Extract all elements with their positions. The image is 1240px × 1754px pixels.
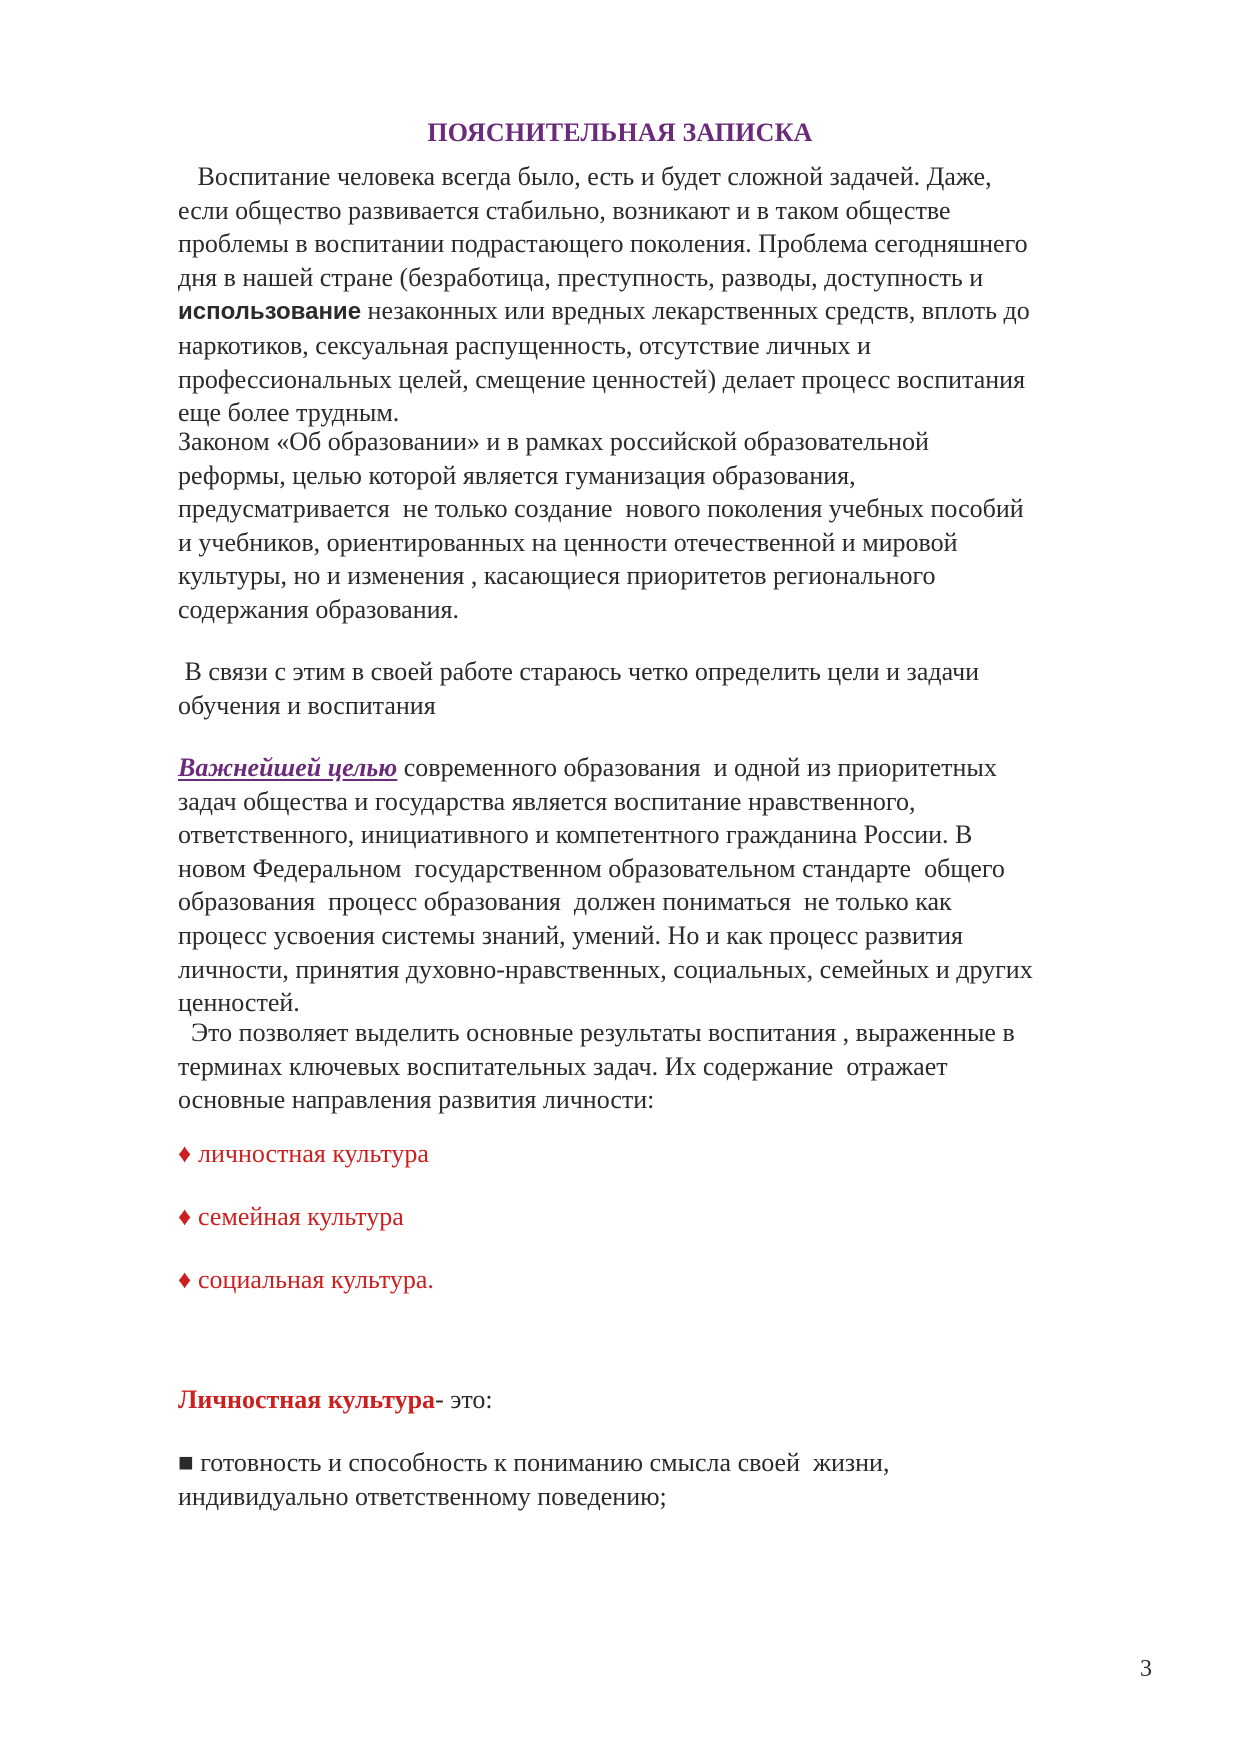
text-line [178, 294, 1178, 329]
paragraph-law [178, 425, 1178, 627]
text-line: и учебников, ориентированных на ценности отечественной и мировой [178, 527, 958, 557]
text-line: индивидуально ответственному поведению; [178, 1481, 667, 1511]
personal-culture-heading [178, 1383, 1178, 1417]
text-fragment: готовность и способность к пониманию смысла своей жизни, [193, 1448, 890, 1477]
text-line: процесс усвоения системы знаний, умений. Но и как процесс развития [178, 920, 963, 950]
heading-label: Личностная культура [178, 1385, 436, 1414]
text-line: Воспитание человека всегда было, есть и будет сложной задачей. Даже, [178, 162, 992, 191]
text-line: содержания образования. [178, 594, 459, 624]
paragraph-results [178, 1016, 1178, 1117]
text-line: предусматривается не только создание нового поколения учебных пособий [178, 494, 1024, 524]
text-line: терминах ключевых воспитательных задач. Их содержание отражает [178, 1051, 948, 1081]
personal-culture-item [178, 1446, 1178, 1513]
direction-label: семейная культура [198, 1202, 404, 1231]
text-line [178, 1446, 1178, 1480]
paragraph-upbringing [178, 160, 1178, 430]
direction-list-item [178, 1200, 1178, 1234]
text-line: Законом «Об образовании» и в рамках российской образовательной [178, 427, 929, 456]
page-number: 3 [1140, 1656, 1152, 1682]
main-goal-label: Важнейшей целью [178, 753, 398, 782]
text-line: культуры, но и изменения , касающиеся приоритетов регионального [178, 561, 936, 591]
text-line: обучения и воспитания [178, 690, 436, 720]
heading-suffix: - это: [435, 1385, 493, 1414]
text-fragment: незаконных или вредных лекарственных средств, вплоть до [361, 296, 1030, 326]
page-title: ПОЯСНИТЕЛЬНАЯ ЗАПИСКА [427, 118, 813, 147]
square-bullet-icon: ■ [178, 1448, 194, 1477]
text-line: Это позволяет выделить основные результаты воспитания , выраженные в [178, 1018, 1015, 1047]
text-line: проблемы в воспитании подрастающего поколения. Проблема сегодняшнего [178, 229, 1028, 259]
text-line: дня в нашей стране (безработица, преступность, разводы, доступность и [178, 262, 984, 292]
bold-word: использование [178, 298, 362, 326]
direction-list-item [178, 1263, 1178, 1297]
text-fragment: современного образования и одной из приоритетных [397, 753, 997, 782]
direction-label: личностная культура [198, 1139, 429, 1168]
diamond-bullet-icon: ♦ [178, 1265, 192, 1294]
text-line: задач общества и государства является воспитание нравственного, [178, 786, 916, 816]
direction-list-item [178, 1137, 1178, 1171]
text-line: образования процесс образования должен пониматься не только как [178, 887, 952, 917]
paragraph-goals [178, 655, 1178, 722]
text-line: наркотиков, сексуальная распущенность, отсутствие личных и [178, 330, 871, 360]
direction-label: социальная культура. [198, 1265, 434, 1294]
text-line: профессиональных целей, смещение ценностей) делает процесс воспитания [178, 364, 1026, 394]
text-line [178, 751, 1178, 785]
paragraph-main-goal [178, 751, 1178, 1020]
text-line: В связи с этим в своей работе стараюсь четко определить цели и задачи [178, 657, 980, 686]
text-line: еще более трудным. [178, 398, 400, 428]
text-line: новом Федеральном государственном образовательном стандарте общего [178, 853, 1005, 883]
text-line: реформы, целью которой является гуманизация образования, [178, 460, 856, 490]
text-line: если общество развивается стабильно, возникают и в таком обществе [178, 195, 951, 225]
text-line: личности, принятия духовно-нравственных, социальных, семейных и других [178, 954, 1033, 984]
text-line: основные направления развития личности: [178, 1085, 655, 1115]
diamond-bullet-icon: ♦ [178, 1202, 192, 1231]
diamond-bullet-icon: ♦ [178, 1139, 192, 1168]
text-line: ценностей. [178, 988, 300, 1018]
text-line: ответственного, инициативного и компетентного гражданина России. В [178, 820, 973, 850]
